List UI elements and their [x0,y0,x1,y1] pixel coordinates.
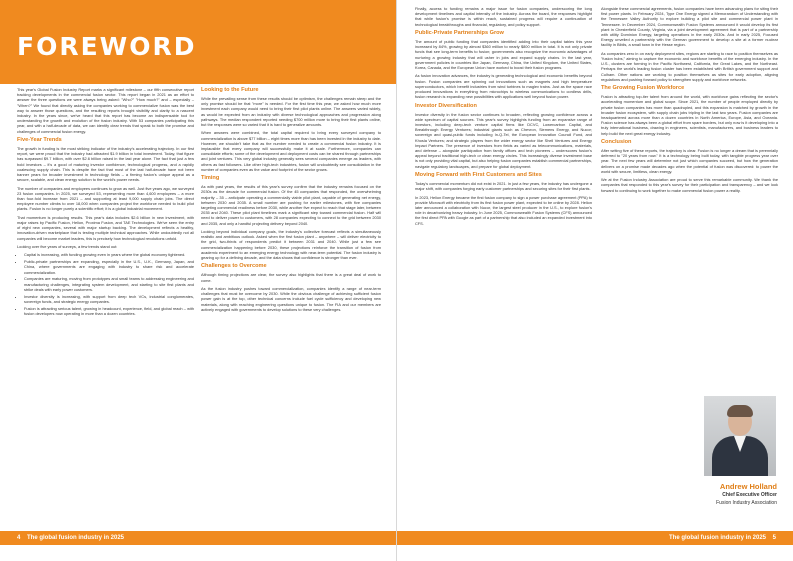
paragraph: After writing five of these reports, the trajectory is clear. Fusion is no longer a dream that is perennially deferred to "20 years from now." It is a technology being built today, with tangible progress year over year. The next few years will determine not just which companies succeed, but how the generation delivers on a promise made decades ago when the potential of fusion was discovered: to power the world with secure, limitless, clean energy. [601,148,778,174]
page-number: 4 [17,535,21,541]
author-role: Chief Executive Officer [722,492,777,498]
left-page [0,0,396,561]
paragraph: In 2023, Helion Energy became the first fusion company to sign a power purchase agreement (PPA) to provide Microsoft with electricity from its first fusion power plant, expected to be online by 2028. Helion later announced a collaboration with Nucor, the largest steel producer in the U.S., to explore fusion's role in decarbonizing heavy industry. In June 2025, Commonwealth Fusion Systems (CFS) announced the first direct PPA with Google as part of a partnership that also included an expanded investment into CFS. [415,194,592,226]
paragraph: When answers were combined, the total capital required to bring every surveyed company to commercialization is above $77 billion – eight times more than has been invested in the industry to date. However, we shouldn't take that as the number needed to create a commercial fusion industry. It is implausible that every company will successfully make it at scale. Furthermore, companies can consolidate efforts; some of the development and deployment costs can be shared through partnerships and joint ventures. This very global industry generally sees several companies emerge as leaders, with others as fast followers. Like other high-tech industries, fusion will undoubtedly see consolidation in the number of companies even as the value and footprint of the sector grows. [201,130,381,172]
paragraph: Investor diversity in the fusion sector continues to broaden, reflecting growing confidence across a wide spectrum of capital sources. This year's survey highlights funding from an expansive range of investors, including deep-tech venture capital firms like DCVC, Lowercarbon Capital, and Breakthrough Energy Ventures; industrial giants such as Chevron, Siemens Energy, and Nucor; sovereign and quasi-public funds including In-Q-Tel, the European Innovation Council Fund, and Khosla Ventures; and strategic players from the wider energy sector like Shell Ventures and Energy Impact Partners. The presence of investors from fields as varied as telecommunications, materials, and defense – alongside participation from family offices and tech pioneers – underscores fusion's appeal beyond traditional high-tech or clean energy circles. This increasingly diverse investment base is not only providing vital capital, but also helping fusion companies establish commercial partnerships, navigate regulatory landscapes, and prepare for global deployment. [415,111,592,169]
paragraph: We at the Fusion Industry Association are proud to serve this remarkable community. We thank the companies that responded to this year's survey for their participation and transparency – and we look forward to continuing to work together to make commercial fusion power a reality. [601,177,778,193]
right-column-1 [415,6,592,520]
portrait-hair [727,405,753,417]
page-title: FOREWORD [17,32,197,61]
foreword-banner [0,0,396,84]
paragraph: As fusion innovation advances, the industry is generating technological and economic benefits beyond fusion. Fusion companies are spinning out innovations such as magnets and high temperature superconductors, which benefit industries from wind turbines to maglev trains. Just as the space race produced innovations in everything from microchips to wireless communications to cordless drills, fusion research is expanding new possibilities with applications well beyond fusion power. [415,73,592,100]
heading-first-customers-and-sites: Moving Forward with First Customers and Sites [415,172,542,179]
paragraph: That momentum is producing results. This year's data includes $2.6 billion in new investment, with major raises by Pacific Fusion, Helion, Proxima Fusion, and TAE Technologies. We've seen the entry of eight new companies, several with major startup backing. The development reflects a healthy, innovation-driven marketplace that is testing multiple technical approaches. While undoubtedly not all companies will become market leaders, this is precisely how technological revolutions unfold. [17,214,194,241]
heading-investor-diversification: Investor Diversification [415,102,477,109]
paragraph: Today's commercial momentum did not exist in 2021. In just a few years, the industry has undergone a major shift, with companies forging early customer partnerships and securing sites for their first plants. [415,181,592,192]
page-number: 5 [772,535,776,541]
trend-item: • Public-private partnerships are expanding, especially in the U.S., U.K., Germany, Japan, and China, where governments are engaging with industry to share risk and accelerate commercialization. [24,259,194,275]
paragraph: The amount of public funding that companies identified adding into their capital tables this year increased by 84%, growing by almost $360 million to nearly $800 million in total. It is not only private funds that see long-term benefits to fusion; governments also recognize the economic advantages of nurturing a growing industry that will usher in jobs and expand supply chains. In the last year, government policies in countries like Japan, Germany, China, the United Kingdom, the United States, Korea, Canada, and the European Union have worked to boost their fusion programs. [415,39,592,71]
paragraph: As with past years, the results of this year's survey confirm that the industry remains focused on the 2030s as the decade for commercial fusion. Of the 45 companies that responded, the overwhelming majority – 35 – anticipate operating a commercially viable pilot plant, capable of generating net energy, between 2030 and 2035. A small number are pushing for earlier milestones, with five companies targeting commercial readiness before 2030, while another five expect to reach that stage later, between 2035 and 2040. These pilot plant timelines mark a significant step toward commercial fusion. Half will need to deliver power to customers, with 28 companies expecting to connect to the grid between 2030 and 2035, and only a handful projecting delivery beyond 2040. [201,184,381,226]
paragraph: The growth in funding is the most striking indicator of the industry's accelerating trajectory. In our first report, we were proud that the industry had attracted $1.9 billion in total investment. Today, that figure has surpassed $9.7 billion, with over $2.6 billion raised in the last year alone. The fact that just a few bold investors – it's a good of maturing investor confidence, technological progress, and a rapidly coalescing supply chain. This is despite the fact that most of the last half-decade have not been banner years for broader investment in technology fields – a firming fusion's unique appeal as a secure, scalable, and clean energy solution to the world's power needs. [17,146,194,183]
right-column-2 [601,6,778,391]
footer-title: The global fusion industry in 2025 [27,535,125,541]
trend-list [17,252,194,316]
paragraph: The number of companies and employees continues to grow as well. Just five years ago, we surveyed 23 fusion companies. In 2025, we surveyed 53, representing more than 4,600 employees – a more than four-fold increase from 2021 – and supporting at least 9,000 supply chain jobs. The direct employee number climbs to over 18,000 when companies project the workforce needed to build pilot plants. Fusion is no longer purely a scientific effort; it is a global industrial movement. [17,185,194,212]
footer-title: The global fusion industry in 2025 [668,535,766,541]
paragraph: While the prevailing sense from these results should be optimism, the challenges remain steep and the only promise should be that "more" is needed. For the first time this year, we asked how much more investment each company would need to bring their first pilot plants online. The answers varied widely, as would be expected from an industry with diverse technological approaches and progression along pathways. The median respondent reported needing $700 million more to bring their first plants online, but the responses were so varied that it is hard to generalize amounts. [201,96,381,128]
heading-looking-to-the-future: Looking to the Future [201,87,259,93]
trend-item: • Companies are maturing, moving from prototypes and small teams to addressing engineering and manufacturing challenges, integrating system development, and starting to site first plants and strike deals with early power customers. [24,276,194,292]
heading-challenges: Challenges to Overcome [201,263,267,270]
intro-paragraph: This year's Global Fusion Industry Report marks a significant milestone – our fifth consecutive report tracking developments in the commercial fusion sector. This report began in 2021 as an effort to answer the three questions we were always being asked: "Who?" "How much?" and – especially – "When?" We found that directly asking the companies working to commercialize fusion was the best way to answer those questions, and the resulting reports brought visibility and clarity to a nascent industry. In the years since, we've heard that this report has become an indispensable tool for understanding the growth and evolution of the fusion industry. With 53 companies participating this year, and with a half-decade of data, we can identify clear trends that speak to both the promise and challenges of commercial fusion energy. [17,87,194,134]
heading-timing: Timing [201,175,220,182]
paragraph: Looking over five years of surveys, a few trends stand out: [17,244,118,250]
left-column-2 [201,87,381,523]
trend-item: • Investor diversity is increasing, with support from deep tech VCs, industrial conglomerates, sovereign funds, and strategic energy companies. [24,294,194,304]
paragraph: Although timing projections are clear, the survey also highlights that there is a great deal of work to come. [201,272,381,283]
heading-growing-fusion-workforce: The Growing Fusion Workforce [601,85,685,92]
paragraph: Fusion is attracting top-tier talent from around the world, with workforce gains reflecting the sector's accelerating momentum and global scope. Since 2021, the number of people employed directly by private fusion companies has more than quadrupled, and this expansion is matched by growth in the broader fusion ecosystem, with supply chain jobs tripling in the last two years. Fusion companies are headquartered across more than a dozen countries in North America, Europe, Asia, and Oceania. Fusion science has always been a global effort from spare borders, but only now is it developing into a truly international business, drawing in engineers, scientists, manufacturers, and business leaders to help build the next great energy industry. [601,94,778,136]
page-footer [397,531,793,545]
paragraph: As the fusion industry pushes toward commercialization, companies identify a range of near-term challenges that must be overcome by 2030. While the obvious challenge of achieving sufficient fusion power gain is at the top, other technical concerns include fuel cycle sufficiency and developing new materials, along with reaching engineering questions unique to fusion. The FIA and our members are actively engaged with governments to develop solutions to these very challenges. [201,286,381,312]
right-page [397,0,793,561]
paragraph: Looking beyond individual company goals, the industry's collective forecast reflects a simultaneously realistic and ambitious outlook. Asked when the first fusion plant – anywhere – will deliver electricity to the grid, two-thirds of respondents predict it between 2031 and 2040. While just a few see commercialization happening before 2030, these projections reinforce the transition of fusion from academic experiment to an emerging energy technology with near-term potential. The fusion industry is gearing up for a defining decade, and the data shows that confidence is stronger than ever. [201,229,381,261]
author-organization: Fusion Industry Association [716,500,777,506]
paragraph: As companies zero in on early deployment sites, regions are starting to race to position themselves as "fusion hubs," aiming to capture the economic and workforce benefits of the emerging industry. In the U.S., clusters are forming in the Pacific Northwest, California, the Great Lakes, and the Northeast. Perhaps the world's leading fusion cluster has been established with British government support and Culham. Other nations are working to position themselves as sites for early adoption, aligning regulations and pushing forward policy to strengthen supply and workforce networks. [601,50,778,82]
trend-item: • Capital is increasing, with funding growing even in years where the global economy tightened. [24,252,194,257]
page-footer [0,531,396,545]
heading-public-private-partnerships: Public-Private Partnerships Grow [415,30,504,36]
heading-five-year-trends: Five-Year Trends [17,137,62,144]
paragraph: Alongside these commercial agreements, fusion companies have been advancing plans for siting their first power plants. In February 2024, Type One Energy signed a Memorandum of Understanding with the Tennessee Valley Authority to explore building a pilot site and commercial power plant in Tennessee. In December 2024, Commonwealth Fusion Systems announced it would develop its first plant in Chesterfield County, Virginia, via a joint development agreement that is part of a partnership with utility Dominion Energy, targeting operations in the early 2030s. And in early 2025, Focused Energy unveiled a partnership with the German government to develop a site at a former nuclear facility in Biblis, a small town in the Hesse region. [601,6,778,48]
heading-conclusion: Conclusion [601,139,632,146]
trend-item: • Fusion is attracting serious talent, growing in headcount, experience, field, and global reach – with fusion developers now operating in more than a dozen countries. [24,306,194,316]
signature-block [619,396,779,522]
author-name: Andrew Holland [719,482,777,491]
left-column-1 [17,87,194,523]
author-portrait [704,396,776,476]
paragraph: Finally, access to funding remains a major issue for fusion companies, underscoring the long development timelines and capital intensity of the industry. Across the board, the responses highlight that while fusion's promise is within reach, sustained progress will require a continuation of technological breakthroughs and financial, regulatory, and policy support. [415,6,592,27]
